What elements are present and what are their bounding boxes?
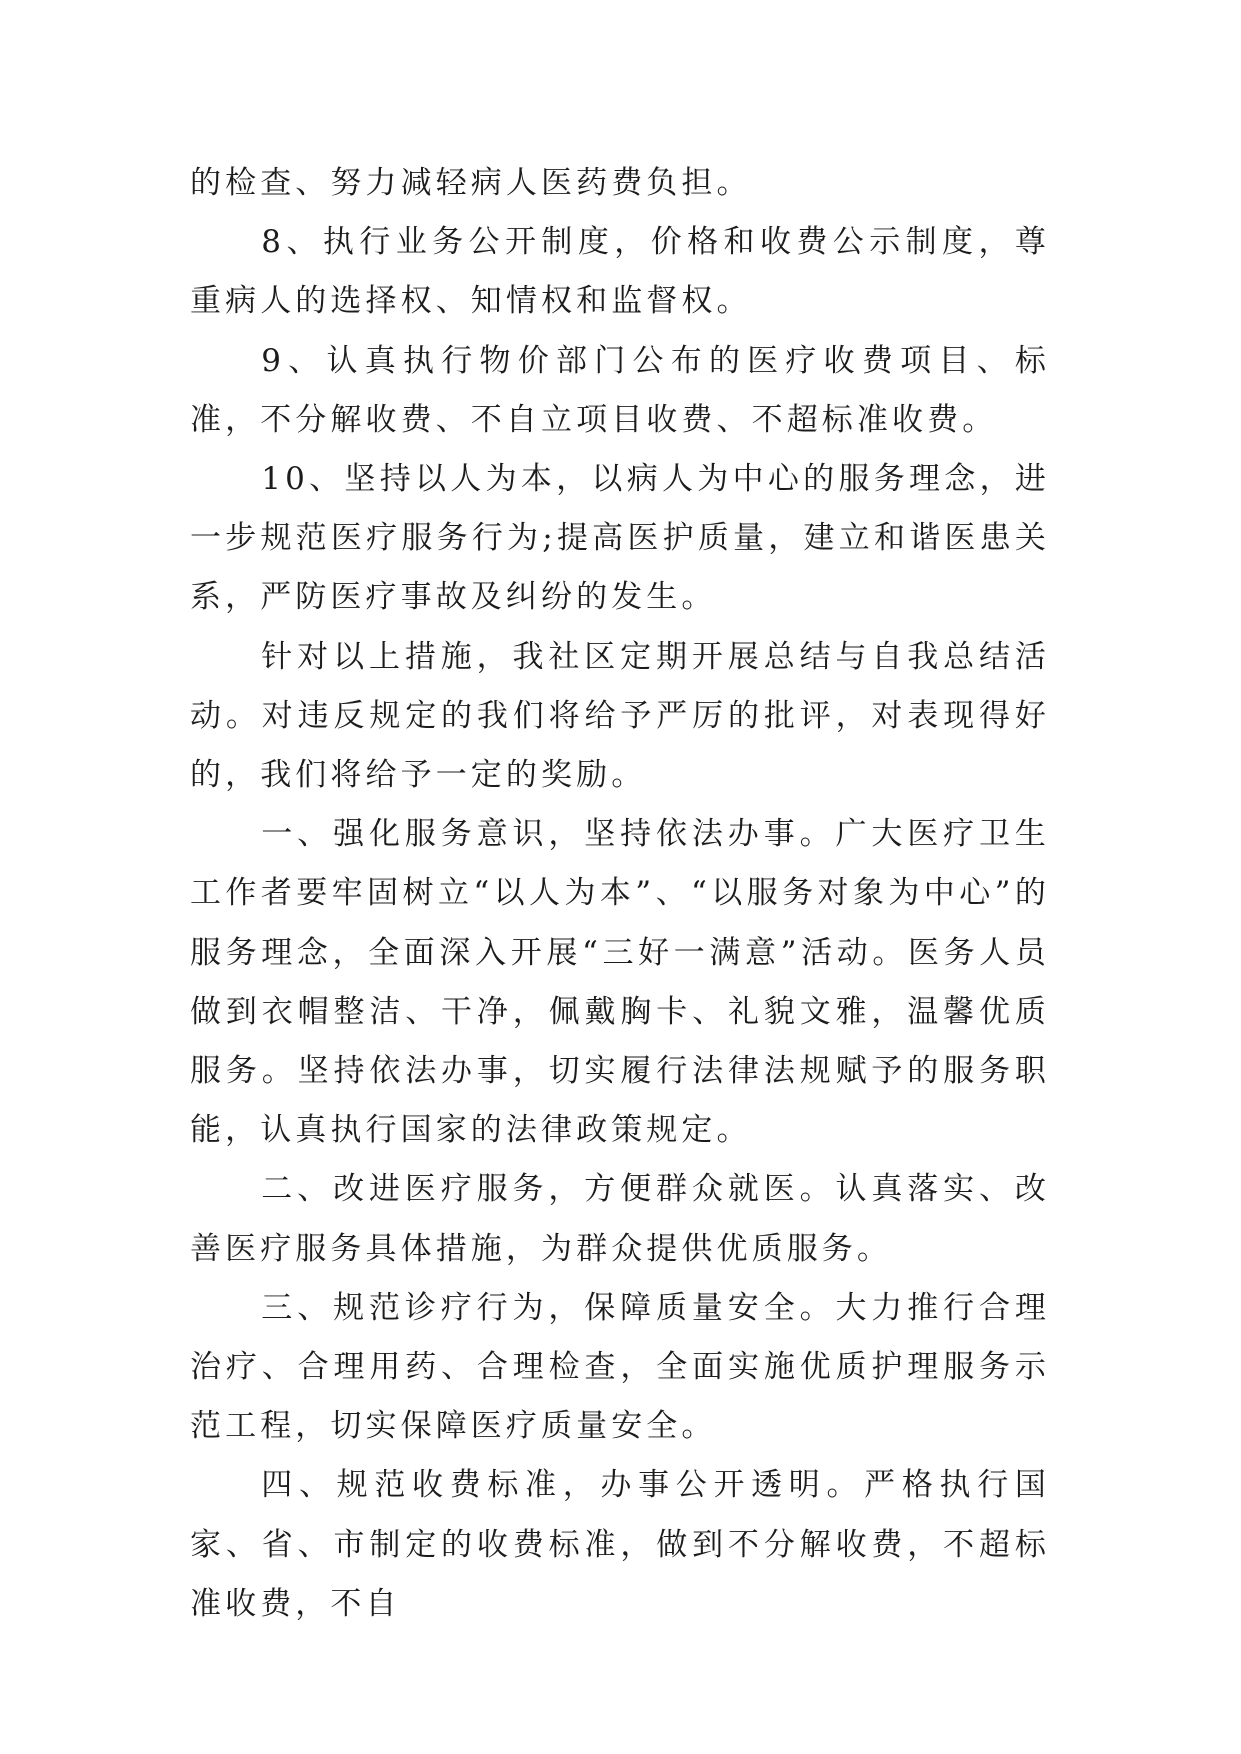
paragraph-continuation: 的检查、努力减轻病人医药费负担。: [190, 165, 752, 201]
paragraph-item-9: 9、认真执行物价部门公布的医疗收费项目、标准，不分解收费、不自立项目收费、不超标准收费。: [190, 342, 1050, 438]
paragraph-item-10: 10、坚持以人为本，以病人为中心的服务理念，进一步规范医疗服务行为;提高医护质量，建立和谐医患关系，严防医疗事故及纠纷的发生。: [190, 461, 1050, 616]
paragraph-section-2: 二、改进医疗服务，方便群众就医。认真落实、改善医疗服务具体措施，为群众提供优质服务。: [190, 1171, 1050, 1267]
paragraph-section-3: 三、规范诊疗行为，保障质量安全。大力推行合理治疗、合理用药、合理检查，全面实施优质护理服务示范工程，切实保障医疗质量安全。: [190, 1289, 1050, 1445]
paragraph-section-4: 四、规范收费标准，办事公开透明。严格执行国家、省、市制定的收费标准，做到不分解收费，不超标准收费，不自: [190, 1467, 1050, 1622]
paragraph-summary: 针对以上措施，我社区定期开展总结与自我总结活动。对违反规定的我们将给予严厉的批评，对表现得好的，我们将给予一定的奖励。: [190, 638, 1050, 794]
document-body: [190, 154, 1050, 1634]
paragraph-item-8: 8、执行业务公开制度，价格和收费公示制度，尊重病人的选择权、知情权和监督权。: [190, 224, 1050, 320]
paragraph-section-1: 一、强化服务意识，坚持依法办事。广大医疗卫生工作者要牢固树立“以人为本”、“以服务对象为中心”的服务理念，全面深入开展“三好一满意”活动。医务人员做到衣帽整洁、干净，佩戴胸卡、礼貌文雅，温馨优质服务。坚持依法办事，切实履行法律法规赋予的服务职能，认真执行国家的法律政策规定。: [190, 816, 1050, 1149]
